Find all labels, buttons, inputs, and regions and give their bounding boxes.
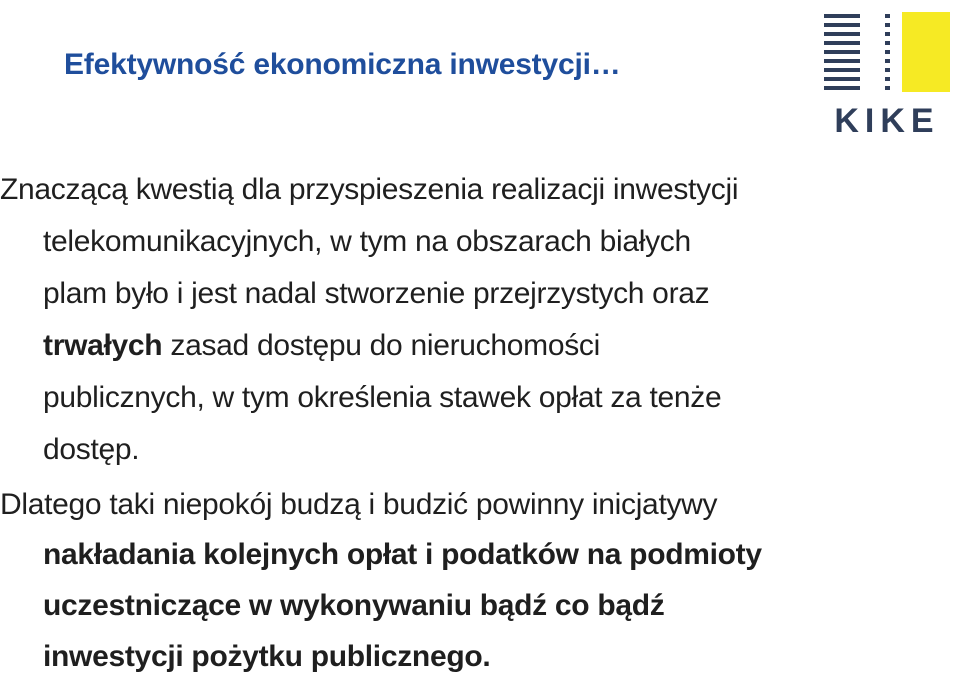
logo-wordmark: KIKE xyxy=(834,102,940,138)
paragraph-2-line-1: Dlatego taki niepokój budzą i budzić powinny inicjatywy xyxy=(0,488,718,521)
bold-keyword: trwałych xyxy=(43,329,163,362)
paragraph-2-line-3: uczestniczące w wykonywaniu bądź co bądź xyxy=(43,589,665,622)
paragraph-1-line-6: dostęp. xyxy=(43,433,140,466)
paragraph-1-line-4 xyxy=(43,329,600,363)
paragraph-2-line-4: inwestycji pożytku publicznego. xyxy=(43,640,491,673)
paragraph-1-line-5: publicznych, w tym określenia stawek opłat za tenże xyxy=(43,381,722,414)
paragraph-2-line-2: nakładania kolejnych opłat i podatków na podmioty xyxy=(43,538,762,571)
slide-title: Efektywność ekonomiczna inwestycji… xyxy=(64,48,621,81)
line-4-rest: zasad dostępu do nieruchomości xyxy=(162,329,600,362)
paragraph-1-line-2: telekomunikacyjnych, w tym na obszarach białych xyxy=(43,225,691,258)
paragraph-1-line-3: plam było i jest nadal stworzenie przejrzystych oraz xyxy=(43,277,710,310)
paragraph-1-line-1: Znaczącą kwestią dla przyspieszenia realizacji inwestycji xyxy=(0,173,739,206)
